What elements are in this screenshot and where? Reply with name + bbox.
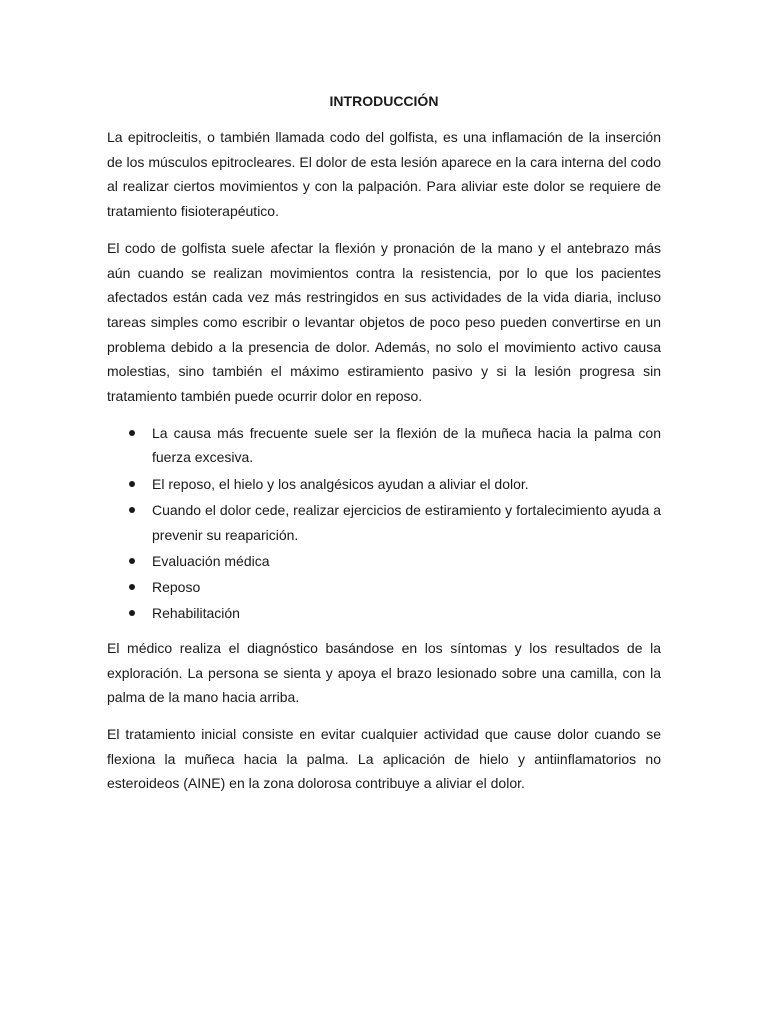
paragraph-treatment: El tratamiento inicial consiste en evitar cualquier actividad que cause dolor cuando se flexiona la muñeca hacia la palma. La aplicación de hielo y antiinflamatorios no esteroideos (AINE) en la zona dolorosa contribuye a aliviar el dolor.: [107, 725, 661, 792]
page-title: INTRODUCCIÓN: [329, 93, 439, 109]
paragraph-intro: La epitrocleitis, o también llamada codo del golfista, es una inflamación de la inserción de los músculos epitrocleares. El dolor de esta lesión aparece en la cara interna del codo al realizar ciertos movimientos y con la palpación. Para aliviar este dolor se requiere de tratamiento fisioterapéutico.: [107, 129, 661, 220]
list-item: [107, 575, 661, 600]
bullet-icon: [129, 507, 135, 513]
bullet-icon: [129, 584, 135, 590]
list-item: [107, 498, 661, 547]
bullet-icon: [129, 558, 135, 564]
bullet-icon: [129, 430, 135, 436]
bullet-icon: [129, 481, 135, 487]
list-item: [107, 601, 661, 626]
list-item-text: La causa más frecuente suele ser la flexión de la muñeca hacia la palma con fuerza excesiva.: [152, 424, 661, 466]
bullet-list: [107, 421, 661, 626]
list-item-text: Evaluación médica: [152, 552, 270, 569]
bullet-icon: [129, 610, 135, 616]
list-item-text: Rehabilitación: [152, 605, 240, 622]
document-body: [107, 125, 661, 808]
list-item: [107, 549, 661, 574]
list-item: [107, 421, 661, 470]
list-item-text: El reposo, el hielo y los analgésicos ayudan a aliviar el dolor.: [152, 475, 529, 492]
paragraph-symptoms: El codo de golfista suele afectar la flexión y pronación de la mano y el antebrazo más aún cuando se realizan movimientos contra la resistencia, por lo que los pacientes afectados están cada vez más restringidos en sus actividades de la vida diaria, incluso tareas simples como escribir o levantar objetos de poco peso pueden convertirse en un problema debido a la presencia de dolor. Además, no solo el movimiento activo causa molestias, sino también el máximo estiramiento pasivo y si la lesión progresa sin tratamiento también puede ocurrir dolor en reposo.: [107, 239, 661, 405]
list-item-text: Cuando el dolor cede, realizar ejercicios de estiramiento y fortalecimiento ayuda a prevenir su reaparición.: [152, 501, 661, 543]
list-item-text: Reposo: [152, 578, 201, 595]
list-item: [107, 472, 661, 497]
paragraph-diagnosis: El médico realiza el diagnóstico basándose en los síntomas y los resultados de la exploración. La persona se sienta y apoya el brazo lesionado sobre una camilla, con la palma de la mano hacia arriba.: [107, 639, 661, 706]
